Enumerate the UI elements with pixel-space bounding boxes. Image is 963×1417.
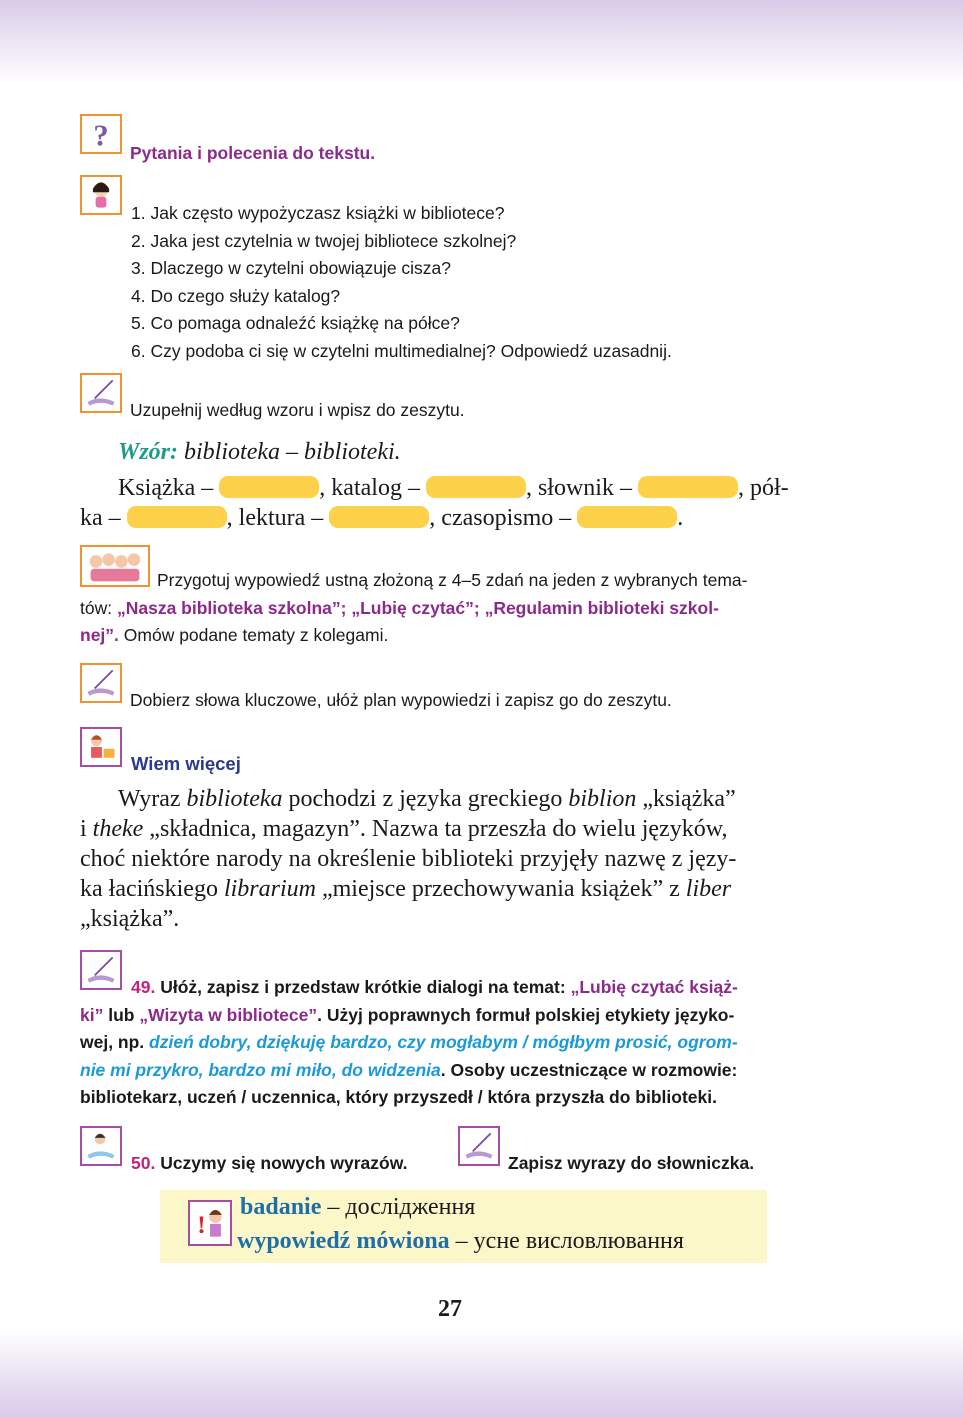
oral-task-line-3 <box>80 622 825 650</box>
fill-word: , katalog – <box>319 475 420 501</box>
fill-word: , czasopismo – <box>429 505 572 531</box>
vocab-item <box>240 1192 475 1222</box>
fill-blank[interactable] <box>426 476 526 498</box>
vocab-word: badanie <box>240 1194 322 1220</box>
fill-blank[interactable] <box>219 476 319 498</box>
vocab-box <box>160 1190 767 1263</box>
text-span: „książka” <box>636 786 736 812</box>
reading-icon <box>80 1126 122 1166</box>
text-span: nie mi przykro, bardzo mi miło, do widzenia <box>80 1059 441 1080</box>
text-span: . Użyj poprawnych formuł polskiej etykiety języko- <box>317 1004 735 1025</box>
text-span: wej, np. <box>80 1032 150 1052</box>
ex49-line-4 <box>80 1057 825 1085</box>
oral-task-end: Omów podane tematy z kolegami. <box>118 625 389 645</box>
exclamation-girl-icon <box>188 1200 232 1246</box>
fill-instruction: Uzupełnij według wzoru i wpisz do zeszytu. <box>130 400 465 420</box>
ex49-line-2 <box>80 1002 825 1030</box>
text-span: biblion <box>568 786 637 812</box>
know-more-title: Wiem więcej <box>131 753 241 774</box>
questions-list <box>131 200 831 365</box>
keywords-task: Dobierz słowa kluczowe, ułóż plan wypowiedzi i zapisz go do zeszytu. <box>130 690 672 710</box>
oral-task-prefix: tów: <box>80 597 117 618</box>
text-span: Wyraz <box>118 786 187 812</box>
text-span: pochodzi z języka greckiego <box>282 786 569 812</box>
question-item: 1. Jak często wypożyczasz książki w bibliotece? <box>131 203 505 223</box>
ex49-line-3 <box>80 1029 825 1057</box>
vocab-word: wypowiedź mówiona <box>237 1228 450 1254</box>
text-span: liber <box>685 876 732 902</box>
exercise-49 <box>80 974 825 1112</box>
svg-text:!: ! <box>197 1210 206 1239</box>
question-item: 6. Czy podoba ci się w czytelni multimedialnej? Odpowiedź uzasadnij. <box>131 340 672 361</box>
text-span: . Osoby uczestniczące w rozmowie: <box>440 1059 738 1080</box>
oral-task-topics-end: nej”. <box>80 625 119 645</box>
writing-icon <box>80 373 122 413</box>
exercise-number: 50. <box>131 1153 156 1173</box>
text-span: „Lubię czytać książ- <box>570 977 738 997</box>
ex49-line-5: bibliotekarz, uczeń / uczennica, który przyszedł / która przyszła do biblioteki. <box>80 1087 717 1107</box>
fill-blank[interactable] <box>638 476 738 498</box>
text-span: ka łacińskiego <box>80 876 224 902</box>
fill-blank[interactable] <box>127 506 227 528</box>
pattern-line <box>118 437 401 467</box>
ex49-line-1 <box>80 974 825 1002</box>
know-more-line-5: „książka”. <box>80 906 180 932</box>
question-item: 5. Co pomaga odnaleźć książkę na półce? <box>131 313 460 333</box>
fill-word: Książka – <box>118 475 214 501</box>
fill-word: , pół- <box>737 475 789 501</box>
oral-task-topics: „Nasza biblioteka szkolna”; „Lubię czytać”; „Regulamin biblioteki szkol- <box>116 597 719 618</box>
know-more-line-2 <box>80 814 825 844</box>
vocab-item <box>237 1226 684 1256</box>
know-more-text <box>80 784 825 934</box>
text-span: Ułóż, zapisz i przedstaw krótkie dialogi na temat: <box>155 977 571 997</box>
oral-task-line-2 <box>80 595 825 623</box>
page-number: 27 <box>438 1296 462 1322</box>
fill-word: , lektura – <box>226 505 324 531</box>
fill-word: . <box>677 505 684 531</box>
svg-text:?: ? <box>93 118 109 152</box>
girl-icon <box>80 175 122 215</box>
text-span: theke <box>92 816 144 842</box>
writing-icon <box>80 663 122 703</box>
know-more-line-1 <box>80 784 825 814</box>
oral-task <box>80 567 825 650</box>
know-more-line-4 <box>80 874 825 904</box>
text-span: „miejsce przechowywania książek” z <box>315 876 686 902</box>
top-band <box>0 0 963 85</box>
exercise-50-task: Zapisz wyrazy do słowniczka. <box>508 1153 755 1173</box>
know-more-icon <box>80 727 122 767</box>
know-more-line-3: choć niektóre narody na określenie biblioteki przyjęły nazwę z języ- <box>80 846 737 872</box>
question-item: 4. Do czego służy katalog? <box>131 285 341 306</box>
text-span: biblioteka <box>186 786 283 812</box>
vocab-translation: – усне висловлювання <box>449 1228 684 1254</box>
pattern-label: Wzór: <box>118 439 179 465</box>
bottom-band <box>0 1327 963 1417</box>
text-span: dzień dobry, dziękuję bardzo, czy mogłabym / mógłbym prosić, ogrom- <box>149 1032 738 1052</box>
text-span: Uczymy się nowych wyrazów. <box>155 1153 408 1173</box>
text-span: ki” <box>80 1004 104 1025</box>
text-span: lub <box>103 1004 140 1025</box>
text-span: i <box>80 816 93 842</box>
fill-line-2 <box>80 503 683 533</box>
pattern-text: biblioteka – biblioteki. <box>184 439 401 465</box>
writing-icon <box>458 1126 500 1166</box>
fill-line-1 <box>118 473 789 503</box>
fill-blank[interactable] <box>577 506 677 528</box>
question-item: 3. Dlaczego w czytelni obowiązuje cisza? <box>131 258 452 278</box>
fill-blank[interactable] <box>329 506 429 528</box>
fill-word: , słownik – <box>525 475 632 501</box>
text-span: librarium <box>223 876 316 902</box>
oral-task-line-1: Przygotuj wypowiedź ustną złożoną z 4–5 zdań na jeden z wybranych tema- <box>157 570 748 590</box>
exercise-50 <box>131 1150 408 1178</box>
vocab-translation: – дослідження <box>321 1194 476 1220</box>
question-icon <box>80 114 122 154</box>
text-span: „składnica, magazyn”. Nazwa ta przeszła do wielu języków, <box>143 816 728 842</box>
exercise-number: 49. <box>131 977 156 997</box>
question-item: 2. Jaka jest czytelnia w twojej bibliotece szkolnej? <box>131 230 517 251</box>
text-span: „Wizyta w bibliotece” <box>139 1004 318 1025</box>
section-title: Pytania i polecenia do tekstu. <box>130 143 376 163</box>
fill-word: ka – <box>80 505 121 531</box>
